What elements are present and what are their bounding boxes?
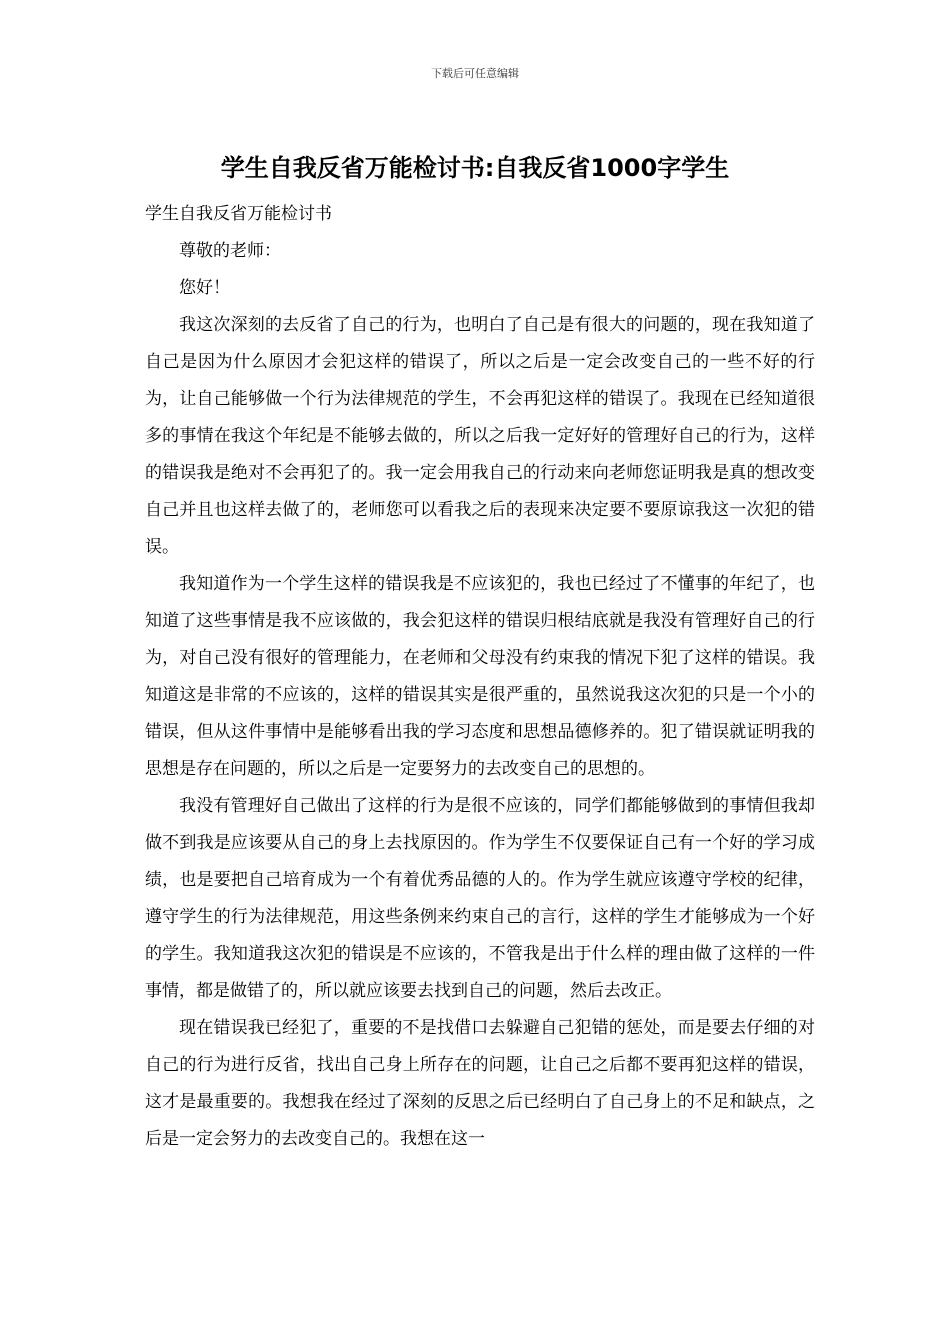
body-paragraph-4: 现在错误我已经犯了，重要的不是找借口去躲避自己犯错的惩处，而是要去仔细的对自己的行为进行反省，找出自己身上所存在的问题，让自己之后都不要再犯这样的错误，这才是最重要的。我想我在经过了深刻的反思之后已经明白了自己身上的不足和缺点，之后是一定会努力的去改变自己的。我想在这一 — [145, 1018, 815, 1149]
body-paragraph-3: 我没有管理好自己做出了这样的行为是很不应该的，同学们都能够做到的事情但我却做不到我是应该要从自己的身上去找原因的。作为学生不仅要保证自己有一个好的学习成绩，也是要把自己培育成为一个有着优秀品德的人的。作为学生就应该遵守学校的纪律，遵守学生的行为法律规范，用这些条例来约束自己的言行，这样的学生才能够成为一个好的学生。我知道我这次犯的错误是不应该的，不管我是出于什么样的理由做了这样的一件事情，都是做错了的，所以就应该要去找到自己的问题，然后去改正。 — [145, 796, 815, 1001]
greeting: 您好！ — [179, 278, 230, 298]
document-body — [145, 196, 815, 1158]
document-title: 学生自我反省万能检讨书:自我反省1000字学生 — [220, 154, 730, 182]
header-note: 下载后可任意编辑 — [431, 67, 519, 80]
salutation: 尊敬的老师： — [179, 241, 281, 261]
body-paragraph-2: 我知道作为一个学生这样的错误我是不应该犯的，我也已经过了不懂事的年纪了，也知道了这些事情是我不应该做的，我会犯这样的错误归根结底就是我没有管理好自己的行为，对自己没有很好的管理能力，在老师和父母没有约束我的情况下犯了这样的错误。我知道这是非常的不应该的，这样的错误其实是很严重的，虽然说我这次犯的只是一个小的错误，但从这件事情中是能够看出我的学习态度和思想品德修养的。犯了错误就证明我的思想是存在问题的，所以之后是一定要努力的去改变自己的思想的。 — [145, 574, 815, 779]
document-subtitle: 学生自我反省万能检讨书 — [145, 204, 332, 224]
body-paragraph-1: 我这次深刻的去反省了自己的行为，也明白了自己是有很大的问题的，现在我知道了自己是因为什么原因才会犯这样的错误了，所以之后是一定会改变自己的一些不好的行为，让自己能够做一个行为法律规范的学生，不会再犯这样的错误了。我现在已经知道很多的事情在我这个年纪是不能够去做的，所以之后我一定好好的管理好自己的行为，这样的错误我是绝对不会再犯了的。我一定会用我自己的行动来向老师您证明我是真的想改变自己并且也这样去做了的，老师您可以看我之后的表现来决定要不要原谅我这一次犯的错误。 — [145, 315, 815, 557]
